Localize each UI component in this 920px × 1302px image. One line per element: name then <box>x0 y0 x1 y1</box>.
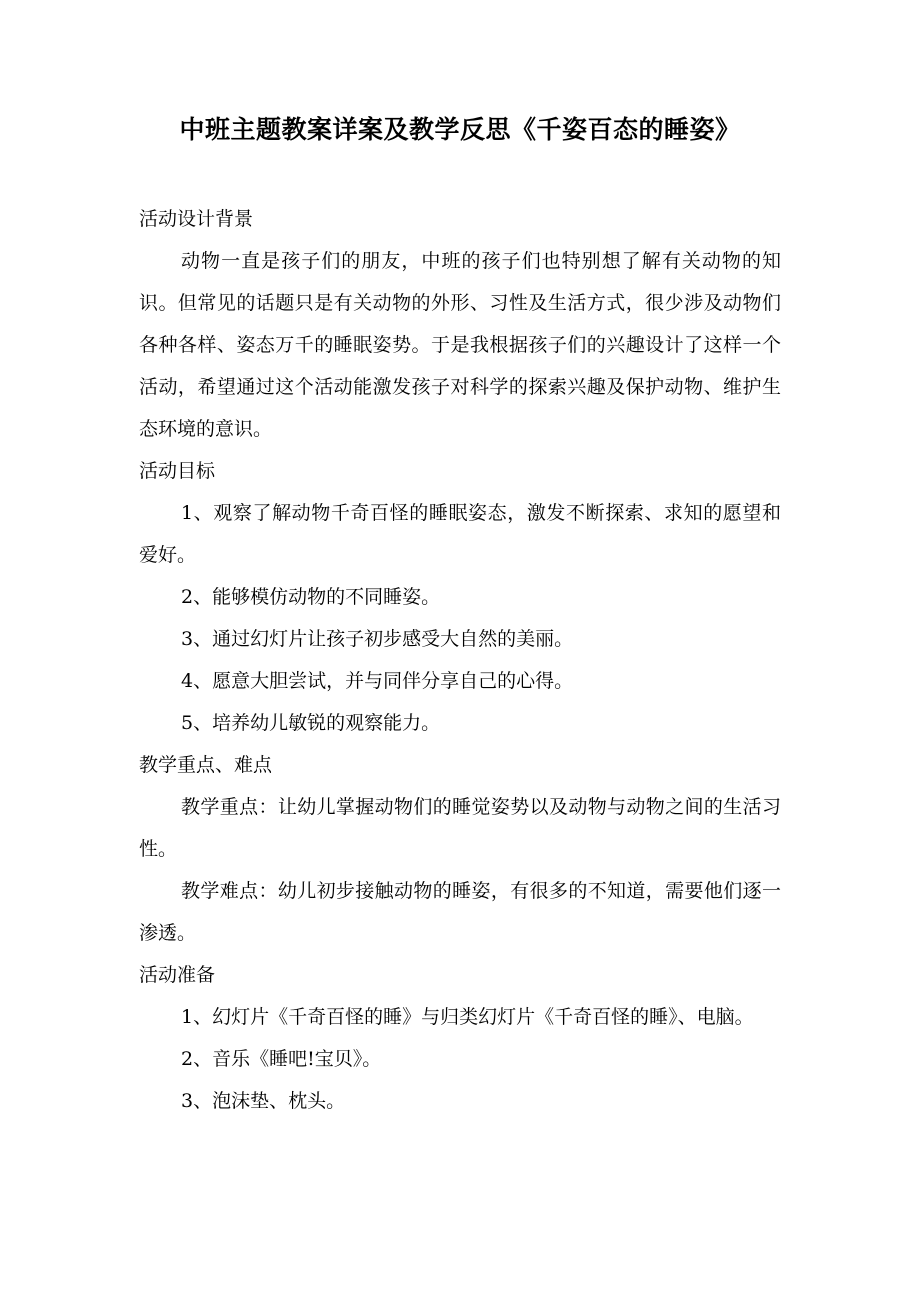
section-heading-goals: 活动目标 <box>139 460 216 482</box>
preparation-item: 2、音乐《睡吧!宝贝》。 <box>181 1048 382 1070</box>
section-heading-background: 活动设计背景 <box>139 208 254 230</box>
goal-item: 3、通过幻灯片让孩子初步感受大自然的美丽。 <box>181 628 574 650</box>
teaching-difficulty-paragraph: 教学难点：幼儿初步接触动物的睡姿，有很多的不知道，需要他们逐一渗透。 <box>139 880 781 944</box>
document-title: 中班主题教案详案及教学反思《千姿百态的睡姿》 <box>179 115 741 144</box>
goal-item: 4、愿意大胆尝试，并与同伴分享自己的心得。 <box>181 670 574 692</box>
background-paragraph: 动物一直是孩子们的朋友，中班的孩子们也特别想了解有关动物的知识。但常见的话题只是有关动物的外形、习性及生活方式，很少涉及动物们各种各样、姿态万千的睡眠姿势。于是我根据孩子们的兴趣设计了这样一个活动，希望通过这个活动能激发孩子对科学的探索兴趣及保护动物、维护生态环境的意识。 <box>139 250 781 440</box>
section-heading-key-points: 教学重点、难点 <box>139 754 273 776</box>
preparation-item: 3、泡沫垫、枕头。 <box>181 1090 346 1112</box>
goal-item: 5、培养幼儿敏锐的观察能力。 <box>181 712 441 734</box>
teaching-focus-paragraph: 教学重点：让幼儿掌握动物们的睡觉姿势以及动物与动物之间的生活习性。 <box>139 796 781 860</box>
preparation-item: 1、幻灯片《千奇百怪的睡》与归类幻灯片《千奇百怪的睡》、电脑。 <box>181 1006 754 1028</box>
goal-item: 1、观察了解动物千奇百怪的睡眠姿态，激发不断探索、求知的愿望和爱好。 <box>139 502 781 566</box>
section-heading-preparation: 活动准备 <box>139 964 216 986</box>
goal-item: 2、能够模仿动物的不同睡姿。 <box>181 586 441 608</box>
document-body <box>139 198 781 1122</box>
